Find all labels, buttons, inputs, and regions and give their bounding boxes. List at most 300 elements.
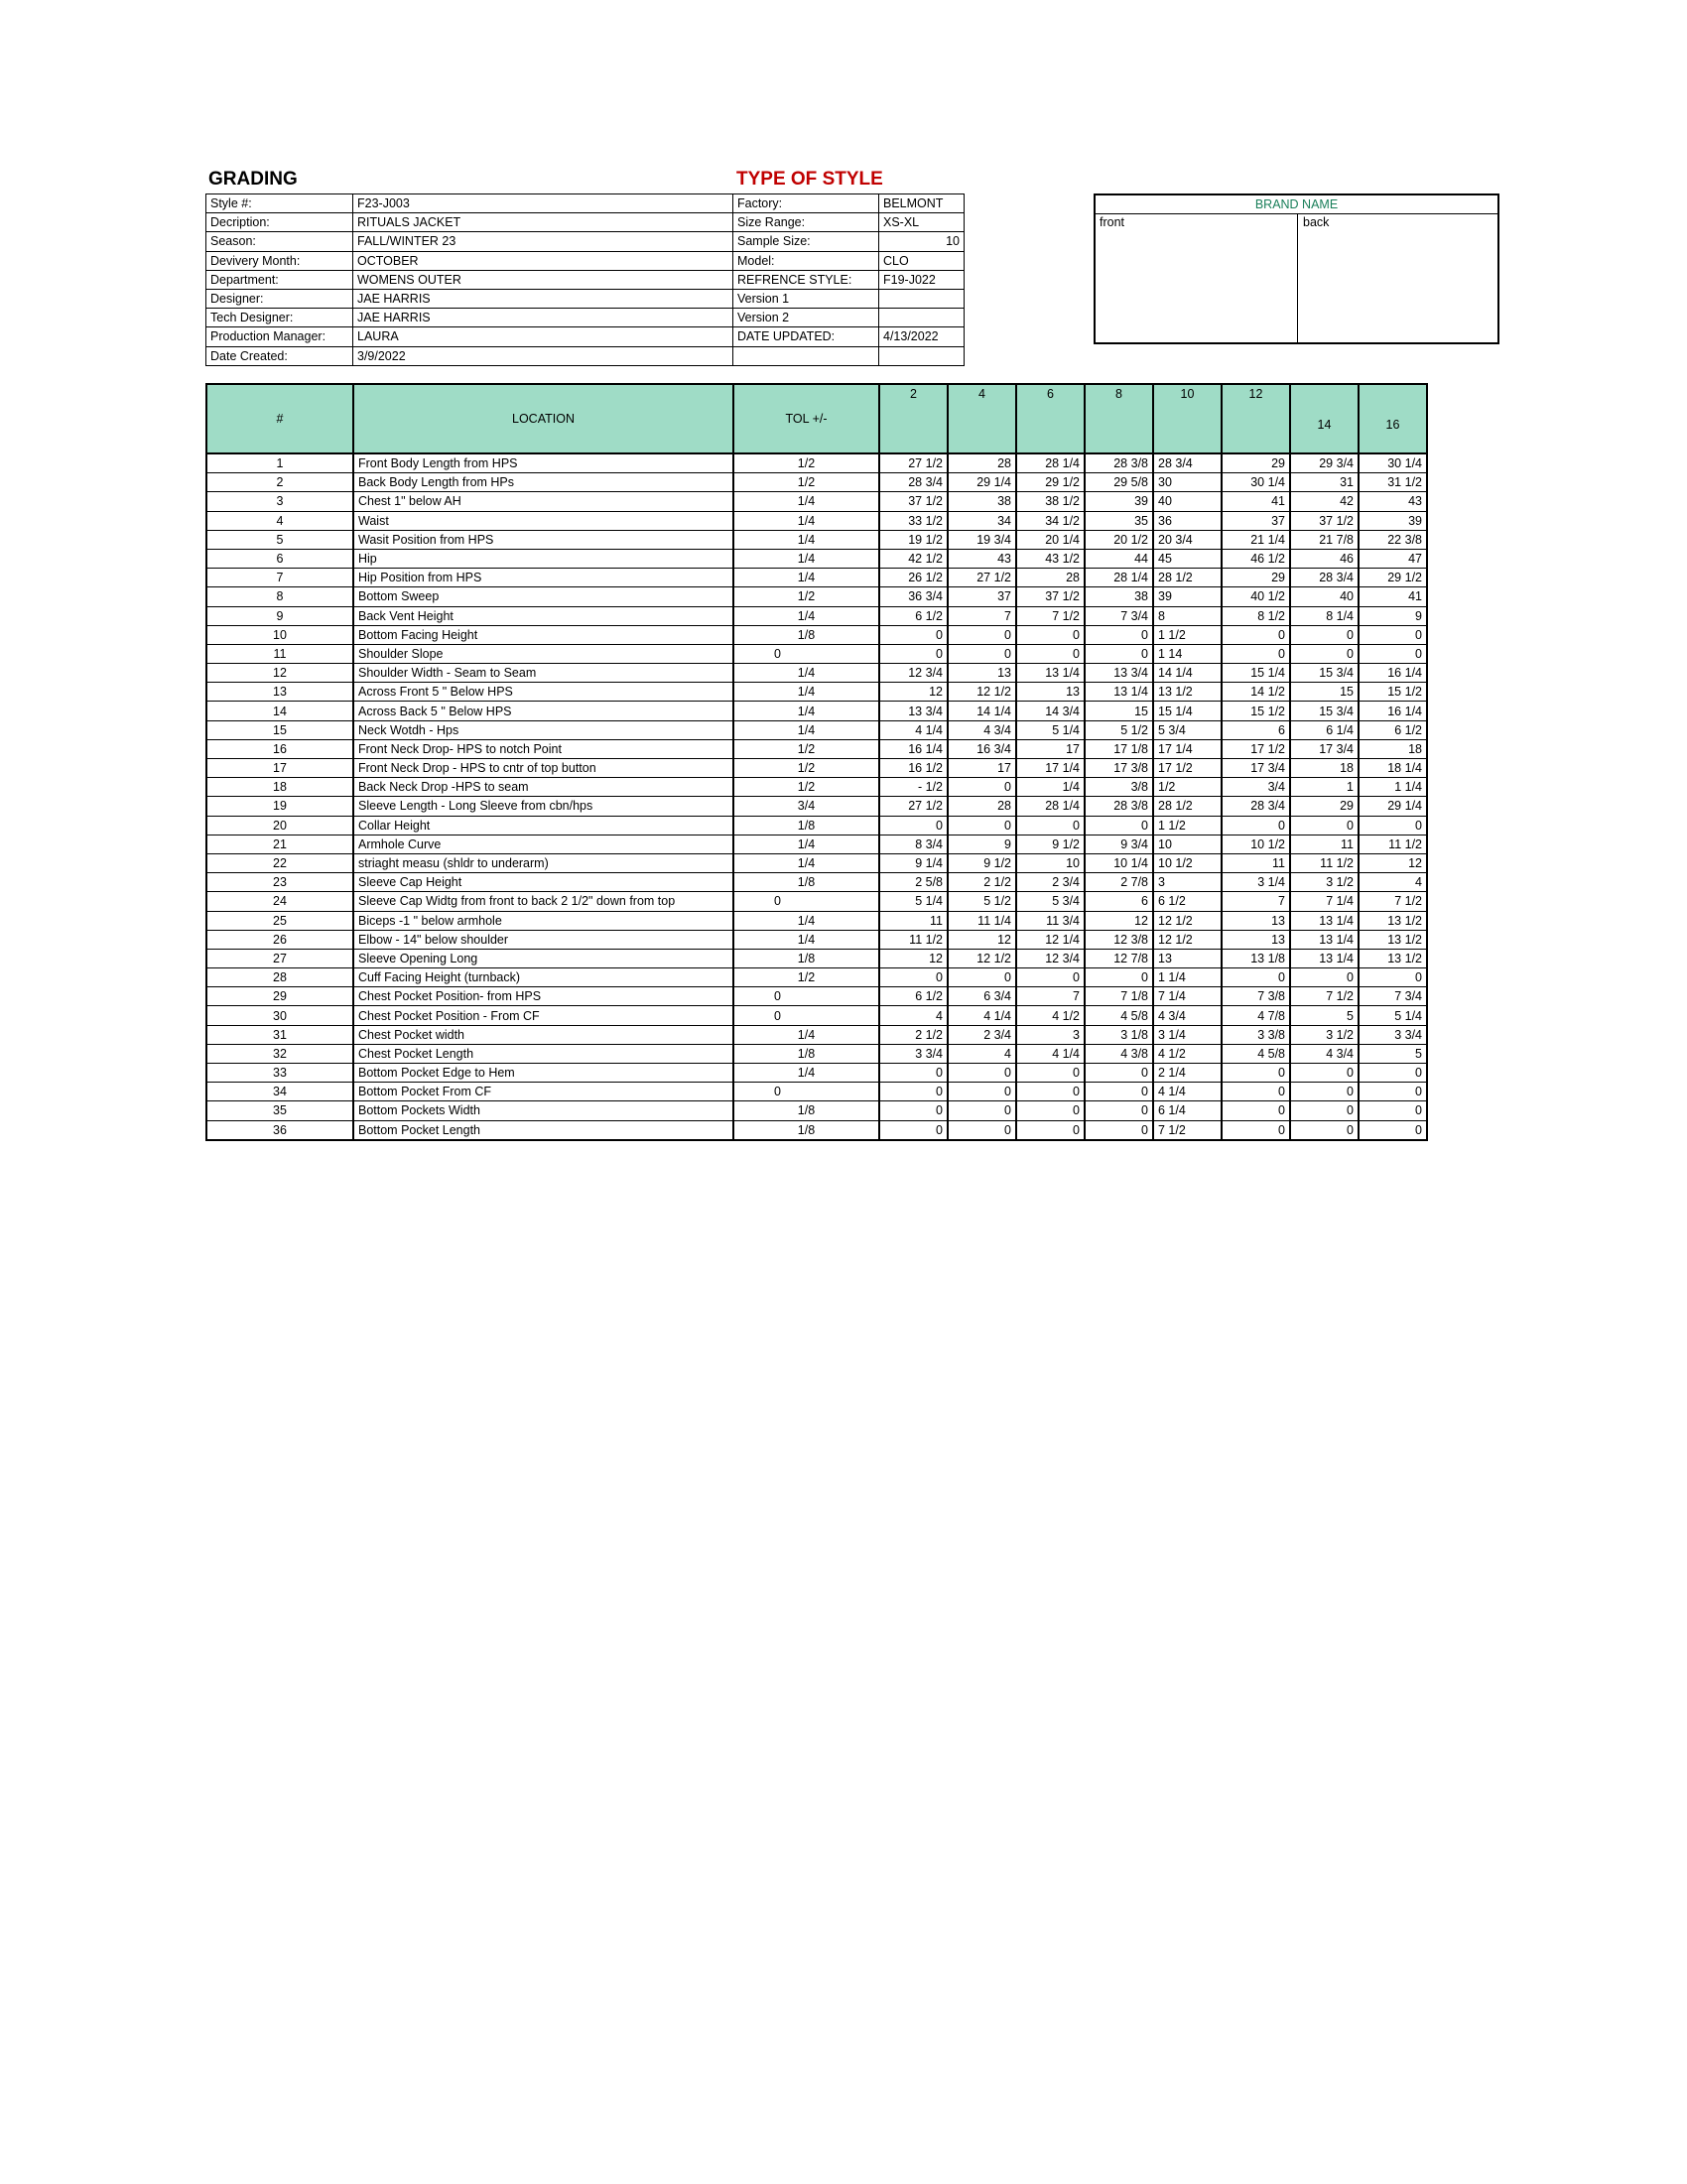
size-8-cell: 6 (1085, 892, 1153, 911)
info-value: WOMENS OUTER (353, 270, 733, 289)
size-16-cell: 29 1/2 (1359, 569, 1427, 587)
size-14-cell: 31 (1290, 473, 1359, 492)
info-row (206, 346, 965, 365)
grading-row (206, 968, 1427, 987)
size-10-cell: 4 3/4 (1153, 1006, 1222, 1025)
location-cell: Across Front 5 " Below HPS (353, 683, 733, 702)
size-2-cell: 11 (879, 911, 948, 930)
size-14-cell: 3 1/2 (1290, 1025, 1359, 1044)
size-4-cell: 17 (948, 759, 1016, 778)
size-8-cell: 35 (1085, 511, 1153, 530)
grading-row (206, 987, 1427, 1006)
size-2-cell: 19 1/2 (879, 530, 948, 549)
info-label: Devivery Month: (206, 251, 353, 270)
info-label-2: REFRENCE STYLE: (733, 270, 879, 289)
grading-row (206, 664, 1427, 683)
size-16-cell: 0 (1359, 1101, 1427, 1120)
size-12-cell: 15 1/2 (1222, 702, 1290, 720)
size-8-cell: 13 1/4 (1085, 683, 1153, 702)
row-number: 27 (206, 949, 353, 967)
row-number: 32 (206, 1044, 353, 1063)
info-label-2: Factory: (733, 194, 879, 213)
tolerance-cell: 1/4 (733, 1025, 879, 1044)
grading-row (206, 644, 1427, 663)
size-10-cell: 4 1/2 (1153, 1044, 1222, 1063)
location-cell: Sleeve Opening Long (353, 949, 733, 967)
size-6-cell: 0 (1016, 968, 1085, 987)
size-4-cell: 0 (948, 1101, 1016, 1120)
grading-row (206, 683, 1427, 702)
size-8-cell: 3 1/8 (1085, 1025, 1153, 1044)
size-6-cell: 3 (1016, 1025, 1085, 1044)
size-10-cell: 7 1/2 (1153, 1120, 1222, 1140)
row-number: 15 (206, 720, 353, 739)
size-12-cell: 40 1/2 (1222, 587, 1290, 606)
size-8-cell: 5 1/2 (1085, 720, 1153, 739)
location-cell: Elbow - 14" below shoulder (353, 930, 733, 949)
size-10-cell: 1 1/4 (1153, 968, 1222, 987)
grading-row (206, 511, 1427, 530)
grading-row (206, 587, 1427, 606)
size-6-cell: 12 1/4 (1016, 930, 1085, 949)
tolerance-cell: 1/2 (733, 587, 879, 606)
grading-row (206, 930, 1427, 949)
size-16-cell: 0 (1359, 1083, 1427, 1101)
info-row (206, 213, 965, 232)
size-14-cell: 5 (1290, 1006, 1359, 1025)
size-2-cell: 16 1/4 (879, 739, 948, 758)
size-14-cell: 0 (1290, 1083, 1359, 1101)
row-number: 19 (206, 797, 353, 816)
size-6-cell: 0 (1016, 644, 1085, 663)
tolerance-cell: 1/2 (733, 778, 879, 797)
row-number: 23 (206, 873, 353, 892)
location-cell: Sleeve Cap Height (353, 873, 733, 892)
info-value: OCTOBER (353, 251, 733, 270)
size-4-cell: 0 (948, 644, 1016, 663)
size-16-cell: 7 1/2 (1359, 892, 1427, 911)
header-location: LOCATION (353, 384, 733, 453)
grading-row (206, 778, 1427, 797)
size-16-cell: 0 (1359, 1064, 1427, 1083)
size-2-cell: 13 3/4 (879, 702, 948, 720)
tolerance-cell: 0 (733, 1006, 879, 1025)
size-14-cell: 15 3/4 (1290, 702, 1359, 720)
tolerance-cell: 1/4 (733, 606, 879, 625)
size-4-cell: 0 (948, 778, 1016, 797)
info-value-2: 10 (879, 232, 965, 251)
size-12-cell: 28 3/4 (1222, 797, 1290, 816)
location-cell: Bottom Pocket From CF (353, 1083, 733, 1101)
size-10-cell: 15 1/4 (1153, 702, 1222, 720)
grading-row (206, 1101, 1427, 1120)
tolerance-cell: 1/4 (733, 664, 879, 683)
size-10-cell: 3 (1153, 873, 1222, 892)
size-8-cell: 28 1/4 (1085, 569, 1153, 587)
size-16-cell: 22 3/8 (1359, 530, 1427, 549)
grading-row (206, 606, 1427, 625)
info-label: Designer: (206, 289, 353, 308)
size-2-cell: 33 1/2 (879, 511, 948, 530)
size-14-cell: 4 3/4 (1290, 1044, 1359, 1063)
size-6-cell: 13 1/4 (1016, 664, 1085, 683)
location-cell: Wasit Position from HPS (353, 530, 733, 549)
size-2-cell: 6 1/2 (879, 606, 948, 625)
size-14-cell: 37 1/2 (1290, 511, 1359, 530)
tolerance-cell: 1/8 (733, 1101, 879, 1120)
info-row (206, 232, 965, 251)
size-4-cell: 4 1/4 (948, 1006, 1016, 1025)
row-number: 10 (206, 625, 353, 644)
size-16-cell: 0 (1359, 1120, 1427, 1140)
size-10-cell: 10 1/2 (1153, 853, 1222, 872)
size-2-cell: 37 1/2 (879, 492, 948, 511)
location-cell: Across Back 5 " Below HPS (353, 702, 733, 720)
row-number: 12 (206, 664, 353, 683)
size-8-cell: 0 (1085, 625, 1153, 644)
grading-row (206, 797, 1427, 816)
size-4-cell: 2 1/2 (948, 873, 1016, 892)
size-2-cell: 28 3/4 (879, 473, 948, 492)
size-2-cell: 5 1/4 (879, 892, 948, 911)
info-row (206, 327, 965, 346)
size-16-cell: 0 (1359, 644, 1427, 663)
location-cell: Shoulder Width - Seam to Seam (353, 664, 733, 683)
size-8-cell: 0 (1085, 644, 1153, 663)
tolerance-cell: 0 (733, 644, 879, 663)
size-6-cell: 4 1/2 (1016, 1006, 1085, 1025)
row-number: 20 (206, 816, 353, 835)
size-12-cell: 0 (1222, 1120, 1290, 1140)
size-6-cell: 0 (1016, 1083, 1085, 1101)
grading-row (206, 892, 1427, 911)
info-value: JAE HARRIS (353, 289, 733, 308)
size-12-cell: 7 3/8 (1222, 987, 1290, 1006)
size-8-cell: 39 (1085, 492, 1153, 511)
size-6-cell: 37 1/2 (1016, 587, 1085, 606)
location-cell: Sleeve Length - Long Sleeve from cbn/hps (353, 797, 733, 816)
size-4-cell: 16 3/4 (948, 739, 1016, 758)
grading-row (206, 816, 1427, 835)
grading-row (206, 720, 1427, 739)
size-4-cell: 7 (948, 606, 1016, 625)
tolerance-cell: 1/8 (733, 949, 879, 967)
size-12-cell: 0 (1222, 816, 1290, 835)
size-8-cell: 12 3/8 (1085, 930, 1153, 949)
row-number: 25 (206, 911, 353, 930)
size-8-cell: 17 1/8 (1085, 739, 1153, 758)
size-10-cell: 17 1/4 (1153, 739, 1222, 758)
size-2-cell: 0 (879, 644, 948, 663)
location-cell: Bottom Sweep (353, 587, 733, 606)
size-10-cell: 1 14 (1153, 644, 1222, 663)
size-16-cell: 12 (1359, 853, 1427, 872)
size-2-cell: 12 (879, 949, 948, 967)
size-16-cell: 6 1/2 (1359, 720, 1427, 739)
size-10-cell: 30 (1153, 473, 1222, 492)
size-16-cell: 47 (1359, 549, 1427, 568)
size-12-cell: 13 (1222, 930, 1290, 949)
size-10-cell: 28 1/2 (1153, 797, 1222, 816)
size-6-cell: 4 1/4 (1016, 1044, 1085, 1063)
size-6-cell: 10 (1016, 853, 1085, 872)
size-16-cell: 9 (1359, 606, 1427, 625)
size-16-cell: 4 (1359, 873, 1427, 892)
size-12-cell: 3 1/4 (1222, 873, 1290, 892)
size-8-cell: 0 (1085, 1120, 1153, 1140)
size-2-cell: 26 1/2 (879, 569, 948, 587)
size-4-cell: 0 (948, 1083, 1016, 1101)
info-value-2: BELMONT (879, 194, 965, 213)
location-cell: Chest Pocket Position- from HPS (353, 987, 733, 1006)
location-cell: Front Neck Drop - HPS to cntr of top button (353, 759, 733, 778)
size-4-cell: 5 1/2 (948, 892, 1016, 911)
grading-row (206, 569, 1427, 587)
info-label-2: Version 2 (733, 309, 879, 327)
size-6-cell: 12 3/4 (1016, 949, 1085, 967)
header-size-4: 4 (948, 384, 1016, 453)
size-4-cell: 38 (948, 492, 1016, 511)
style-info-table (205, 193, 965, 366)
brand-box (1094, 193, 1499, 344)
size-8-cell: 0 (1085, 816, 1153, 835)
size-12-cell: 14 1/2 (1222, 683, 1290, 702)
info-label: Department: (206, 270, 353, 289)
size-2-cell: 3 3/4 (879, 1044, 948, 1063)
size-16-cell: 0 (1359, 625, 1427, 644)
size-6-cell: 28 (1016, 569, 1085, 587)
size-12-cell: 10 1/2 (1222, 835, 1290, 853)
grading-row (206, 739, 1427, 758)
size-4-cell: 27 1/2 (948, 569, 1016, 587)
size-4-cell: 34 (948, 511, 1016, 530)
location-cell: striaght measu (shldr to underarm) (353, 853, 733, 872)
size-12-cell: 0 (1222, 644, 1290, 663)
size-16-cell: 7 3/4 (1359, 987, 1427, 1006)
size-2-cell: 42 1/2 (879, 549, 948, 568)
size-8-cell: 3/8 (1085, 778, 1153, 797)
location-cell: Bottom Facing Height (353, 625, 733, 644)
row-number: 13 (206, 683, 353, 702)
size-16-cell: 13 1/2 (1359, 949, 1427, 967)
row-number: 24 (206, 892, 353, 911)
size-4-cell: 0 (948, 1120, 1016, 1140)
grading-row (206, 911, 1427, 930)
size-4-cell: 12 1/2 (948, 949, 1016, 967)
info-value-2: XS-XL (879, 213, 965, 232)
size-10-cell: 3 1/4 (1153, 1025, 1222, 1044)
tolerance-cell: 1/4 (733, 930, 879, 949)
size-6-cell: 13 (1016, 683, 1085, 702)
info-value: FALL/WINTER 23 (353, 232, 733, 251)
size-2-cell: 4 (879, 1006, 948, 1025)
size-16-cell: 39 (1359, 511, 1427, 530)
grading-row (206, 1120, 1427, 1140)
size-12-cell: 11 (1222, 853, 1290, 872)
tolerance-cell: 1/2 (733, 968, 879, 987)
row-number: 22 (206, 853, 353, 872)
size-6-cell: 2 3/4 (1016, 873, 1085, 892)
info-label-2: Size Range: (733, 213, 879, 232)
size-12-cell: 3/4 (1222, 778, 1290, 797)
grading-row (206, 702, 1427, 720)
size-16-cell: 5 (1359, 1044, 1427, 1063)
size-8-cell: 15 (1085, 702, 1153, 720)
info-row (206, 309, 965, 327)
header-tolerance: TOL +/- (733, 384, 879, 453)
location-cell: Armhole Curve (353, 835, 733, 853)
size-14-cell: 0 (1290, 1101, 1359, 1120)
location-cell: Shoulder Slope (353, 644, 733, 663)
size-12-cell: 29 (1222, 569, 1290, 587)
size-16-cell: 29 1/4 (1359, 797, 1427, 816)
size-10-cell: 4 1/4 (1153, 1083, 1222, 1101)
row-number: 8 (206, 587, 353, 606)
size-12-cell: 8 1/2 (1222, 606, 1290, 625)
size-6-cell: 0 (1016, 1120, 1085, 1140)
info-label: Tech Designer: (206, 309, 353, 327)
grading-row (206, 549, 1427, 568)
size-10-cell: 28 1/2 (1153, 569, 1222, 587)
size-14-cell: 13 1/4 (1290, 930, 1359, 949)
location-cell: Chest Pocket width (353, 1025, 733, 1044)
size-2-cell: 4 1/4 (879, 720, 948, 739)
row-number: 18 (206, 778, 353, 797)
grading-row (206, 873, 1427, 892)
header-size-16: 16 (1359, 384, 1427, 453)
grading-row (206, 949, 1427, 967)
size-4-cell: 4 (948, 1044, 1016, 1063)
row-number: 2 (206, 473, 353, 492)
brand-back-panel (1299, 213, 1497, 342)
size-12-cell: 37 (1222, 511, 1290, 530)
header-size-6: 6 (1016, 384, 1085, 453)
size-2-cell: 0 (879, 1101, 948, 1120)
tolerance-cell: 1/4 (733, 683, 879, 702)
location-cell: Sleeve Cap Widtg from front to back 2 1/2" down from top (353, 892, 733, 911)
location-cell: Chest 1" below AH (353, 492, 733, 511)
size-14-cell: 40 (1290, 587, 1359, 606)
tolerance-cell: 1/4 (733, 720, 879, 739)
grading-row (206, 835, 1427, 853)
row-number: 35 (206, 1101, 353, 1120)
location-cell: Back Vent Height (353, 606, 733, 625)
location-cell: Bottom Pocket Edge to Hem (353, 1064, 733, 1083)
tolerance-cell: 1/4 (733, 835, 879, 853)
location-cell: Hip (353, 549, 733, 568)
size-2-cell: 2 1/2 (879, 1025, 948, 1044)
header-number: # (206, 384, 353, 453)
size-4-cell: 13 (948, 664, 1016, 683)
info-label-2: Sample Size: (733, 232, 879, 251)
size-2-cell: 27 1/2 (879, 453, 948, 473)
size-14-cell: 0 (1290, 1064, 1359, 1083)
size-4-cell: 29 1/4 (948, 473, 1016, 492)
size-8-cell: 0 (1085, 1101, 1153, 1120)
size-4-cell: 6 3/4 (948, 987, 1016, 1006)
size-6-cell: 38 1/2 (1016, 492, 1085, 511)
size-16-cell: 0 (1359, 816, 1427, 835)
size-14-cell: 0 (1290, 1120, 1359, 1140)
size-16-cell: 31 1/2 (1359, 473, 1427, 492)
size-4-cell: 0 (948, 625, 1016, 644)
size-2-cell: 2 5/8 (879, 873, 948, 892)
size-16-cell: 30 1/4 (1359, 453, 1427, 473)
location-cell: Chest Pocket Length (353, 1044, 733, 1063)
size-16-cell: 13 1/2 (1359, 930, 1427, 949)
tolerance-cell: 1/8 (733, 816, 879, 835)
info-value: 3/9/2022 (353, 346, 733, 365)
grading-row (206, 625, 1427, 644)
size-8-cell: 29 5/8 (1085, 473, 1153, 492)
size-10-cell: 13 (1153, 949, 1222, 967)
size-6-cell: 29 1/2 (1016, 473, 1085, 492)
size-10-cell: 1 1/2 (1153, 816, 1222, 835)
size-14-cell: 28 3/4 (1290, 569, 1359, 587)
grading-row (206, 1044, 1427, 1063)
row-number: 14 (206, 702, 353, 720)
size-8-cell: 0 (1085, 1083, 1153, 1101)
info-row (206, 270, 965, 289)
info-row (206, 251, 965, 270)
tolerance-cell: 1/2 (733, 759, 879, 778)
size-2-cell: 0 (879, 1064, 948, 1083)
size-12-cell: 30 1/4 (1222, 473, 1290, 492)
size-12-cell: 41 (1222, 492, 1290, 511)
info-value: RITUALS JACKET (353, 213, 733, 232)
size-4-cell: 43 (948, 549, 1016, 568)
row-number: 1 (206, 453, 353, 473)
tolerance-cell: 0 (733, 892, 879, 911)
size-12-cell: 13 1/8 (1222, 949, 1290, 967)
size-8-cell: 0 (1085, 1064, 1153, 1083)
size-14-cell: 7 1/2 (1290, 987, 1359, 1006)
row-number: 31 (206, 1025, 353, 1044)
row-number: 9 (206, 606, 353, 625)
size-8-cell: 4 5/8 (1085, 1006, 1153, 1025)
tolerance-cell: 1/4 (733, 853, 879, 872)
grading-row (206, 759, 1427, 778)
size-10-cell: 40 (1153, 492, 1222, 511)
front-label: front (1100, 215, 1125, 229)
info-value-2 (879, 289, 965, 308)
row-number: 16 (206, 739, 353, 758)
size-6-cell: 17 (1016, 739, 1085, 758)
tolerance-cell: 1/4 (733, 1064, 879, 1083)
size-10-cell: 10 (1153, 835, 1222, 853)
size-6-cell: 0 (1016, 625, 1085, 644)
size-2-cell: 0 (879, 816, 948, 835)
info-label: Decription: (206, 213, 353, 232)
size-2-cell: 0 (879, 1083, 948, 1101)
size-16-cell: 16 1/4 (1359, 664, 1427, 683)
size-6-cell: 28 1/4 (1016, 453, 1085, 473)
size-12-cell: 0 (1222, 1064, 1290, 1083)
size-14-cell: 0 (1290, 816, 1359, 835)
location-cell: Biceps -1 " below armhole (353, 911, 733, 930)
location-cell: Cuff Facing Height (turnback) (353, 968, 733, 987)
page-title-grading: GRADING (208, 169, 298, 190)
tolerance-cell: 1/4 (733, 530, 879, 549)
location-cell: Bottom Pockets Width (353, 1101, 733, 1120)
size-10-cell: 12 1/2 (1153, 930, 1222, 949)
size-6-cell: 43 1/2 (1016, 549, 1085, 568)
info-value-2: CLO (879, 251, 965, 270)
location-cell: Hip Position from HPS (353, 569, 733, 587)
size-12-cell: 0 (1222, 1083, 1290, 1101)
row-number: 11 (206, 644, 353, 663)
size-10-cell: 12 1/2 (1153, 911, 1222, 930)
